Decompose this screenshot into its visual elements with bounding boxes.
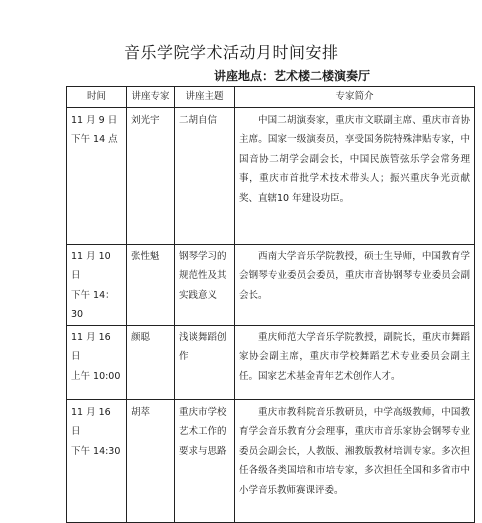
cell-topic: 重庆市学校艺术工作的要求与思路 xyxy=(175,399,235,522)
cell-time xyxy=(67,244,127,325)
cell-topic: 钢琴学习的规范性及其实践意义 xyxy=(175,244,235,325)
time-date: 11 月 16 日 xyxy=(71,331,111,362)
cell-intro: 重庆师范大学音乐学院教授，副院长，重庆市舞蹈家协会副主席，重庆市学校舞蹈艺术专业委员会副主任。国家艺术基金青年艺术创作人才。 xyxy=(235,325,475,399)
cell-topic: 浅谈舞蹈创作 xyxy=(175,325,235,399)
cell-expert: 颜聪 xyxy=(127,325,175,399)
cell-expert: 张性魁 xyxy=(127,244,175,325)
time-date: 11 月 9 日 xyxy=(71,114,118,126)
cell-intro: 重庆市教科院音乐教研员，中学高级教师，中国教育学会音乐教育分会理事，重庆市音乐家协会钢琴专业委员会副会长，人教版、湘教版教材培训专家。多次担任各级各类国培和市培专家，多次担任全国和多省市中小学音乐教师赛课评委。 xyxy=(235,399,475,522)
time-hour: 下午 14 点 xyxy=(71,134,118,145)
cell-time xyxy=(67,325,127,399)
schedule-table xyxy=(66,86,475,523)
cell-topic: 二胡自信 xyxy=(175,107,235,244)
table-row xyxy=(67,399,475,522)
cell-expert: 刘光宇 xyxy=(127,107,175,244)
table-header-row xyxy=(67,87,475,108)
cell-time xyxy=(67,399,127,522)
header-intro: 专家简介 xyxy=(235,87,475,108)
table-row xyxy=(67,325,475,399)
cell-intro: 中国二胡演奏家，重庆市文联副主席、重庆市音协主席。国家一级演奏员，享受国务院特殊津贴专家，中国音协二胡学会副会长，中国民族管弦乐学会常务理事，重庆市首批学术技术带头人；振兴重庆争光贡献奖、直辖10 年建设功臣。 xyxy=(235,107,475,244)
header-expert: 讲座专家 xyxy=(127,87,175,108)
time-hour: 下午 14:30 xyxy=(71,445,121,457)
table-row xyxy=(67,244,475,325)
cell-expert: 胡萃 xyxy=(127,399,175,522)
header-topic: 讲座主题 xyxy=(175,87,235,108)
time-date: 11 月 16 日 xyxy=(71,406,111,437)
venue-line: 讲座地点：艺术楼二楼演奏厅 xyxy=(214,69,371,83)
time-hour: 上午 10:00 xyxy=(71,370,121,382)
table-row xyxy=(67,107,475,244)
cell-intro: 西南大学音乐学院教授，硕士生导师，中国教育学会钢琴专业委员会委员，重庆市音协钢琴专业委员会副会长。 xyxy=(235,244,475,325)
time-date: 11 月 10 日 xyxy=(71,250,111,281)
cell-time xyxy=(67,107,127,244)
time-hour: 下午 14：30 xyxy=(71,289,115,320)
header-time: 时间 xyxy=(67,87,127,108)
page-title: 音乐学院学术活动月时间安排 xyxy=(124,43,339,62)
